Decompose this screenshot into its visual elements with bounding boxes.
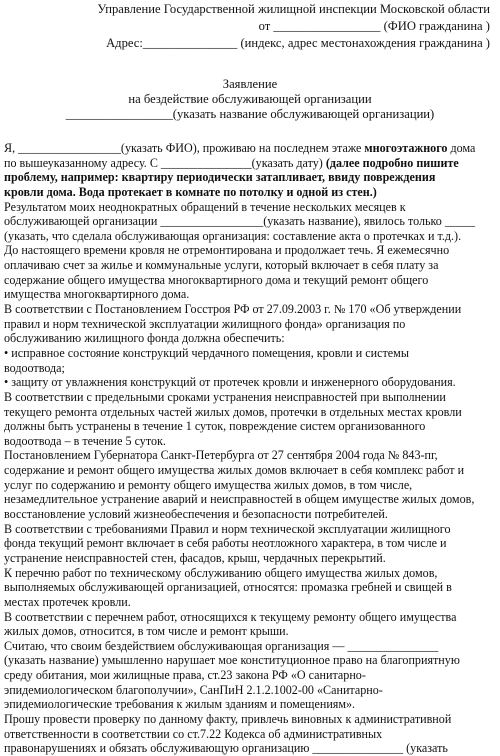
body-text: водоотвода; [4, 360, 65, 375]
body-text: содержание и ремонт общего имущества жилых домов включает в себя комплекс работ и [4, 463, 465, 478]
body-text: дома [447, 141, 476, 155]
body-bold-text: многоэтажного [364, 141, 448, 155]
body-text: имущества многоквартирного дома. [4, 287, 190, 302]
body-line [4, 302, 492, 317]
body-line [4, 712, 492, 727]
body-text: восстановление условий жизнеобеспечения и безопасности потребителей. [4, 507, 388, 522]
body-text: должны быть устранены в течение 1 суток, повреждение систем организованного [4, 419, 426, 434]
recipient-line: Управление Государственной жилищной инспекции Московской области [97, 2, 490, 16]
body-line [4, 478, 492, 493]
body-line [4, 507, 492, 522]
body-text: В соответствии с требованиями Правил и норм технической эксплуатации жилищного [4, 521, 451, 536]
body-line [4, 434, 492, 449]
body-line [4, 273, 492, 288]
organization-placeholder: _________________(указать название обслуживающей организации) [65, 107, 435, 121]
body-line [4, 141, 492, 156]
sender-name-line: от _________________ (ФИО гражданина ) [258, 19, 490, 33]
body-text: обслуживающей организации _________________(указать название), явилось только _____ [4, 214, 476, 229]
body-text: До настоящего времени кровля не отремонтирована и продолжает течь. Я ежемесячно [4, 243, 450, 258]
document-title: Заявление [222, 77, 278, 91]
body-text: Прошу провести проверку по данному факту, привлечь виновных к административной [4, 711, 452, 726]
body-text: местах протечек кровли. [4, 594, 131, 609]
body-text: среду обитания, мои жилищные права, ст.23 закона РФ «О санитарно- [4, 668, 366, 683]
body-text: жилых домов, относится, в том числе и ремонт крыши. [4, 624, 289, 639]
body-text: по вышеуказанному адресу. С _______________(указать дату) [4, 155, 326, 170]
document-subtitle: на бездействие обслуживающей организации [128, 92, 372, 106]
body-line [4, 492, 492, 507]
body-line [4, 551, 492, 566]
body-line [4, 697, 492, 712]
body-text: Результатом моих неоднократных обращений в течение нескольких месяцев к [4, 199, 406, 214]
body-line [4, 448, 492, 463]
body-text: устранение неисправностей стен, фасадов, крыш, чердачных перекрытий. [4, 550, 386, 565]
body-text: К перечню работ по техническому обслуживанию общего имущества жилых домов, [4, 565, 438, 580]
body-line [4, 243, 492, 258]
body-line [4, 375, 492, 390]
body-line [4, 185, 492, 200]
body-line [4, 419, 492, 434]
body-text: фонда текущий ремонт включает в себя работы неотложного характера, в том числе и [4, 536, 447, 551]
body-line [4, 200, 492, 215]
body-line [4, 214, 492, 229]
body-text: • исправное состояние конструкций чердачного помещения, кровли и системы [4, 345, 409, 360]
body-line [4, 580, 492, 595]
body-line [4, 317, 492, 332]
body-bold-text: кровли дома. Вода протекает в комнате по потолку и одной из стен.) [4, 184, 377, 199]
body-line [4, 668, 492, 683]
body-line [4, 156, 492, 171]
body-text: водоотвода – в течение 5 суток. [4, 433, 166, 448]
body-text: содержание общего имущества многоквартирного дома и текущий ремонт общего [4, 272, 429, 287]
body-line [4, 361, 492, 376]
body-line [4, 463, 492, 478]
body-line [4, 170, 492, 185]
body-text: правонарушениях и обязать обслуживающую организацию _______________ (указать [4, 741, 448, 756]
body-line [4, 639, 492, 654]
body-line [4, 727, 492, 742]
body-text: ответственности в соответствии со ст.7.22 Кодекса об административных [4, 726, 383, 741]
body-line [4, 522, 492, 537]
body-text: незамедлительное устранение аварий и неисправностей в общем имуществе жилых домов, [4, 492, 475, 507]
body-line [4, 610, 492, 625]
body-line [4, 653, 492, 668]
body-bold-text: (далее подробно пишите [325, 155, 459, 170]
document-body [4, 141, 492, 756]
body-text: Постановлением Губернатора Санкт-Петербурга от 27 сентября 2004 года № 843-пг, [4, 448, 438, 463]
body-line [4, 624, 492, 639]
body-line [4, 536, 492, 551]
body-text: Считаю, что своим бездействием обслуживающая организация — _______________ [4, 638, 439, 653]
body-line [4, 331, 492, 346]
body-line [4, 683, 492, 698]
body-line [4, 346, 492, 361]
body-text: эпидемиологические требования к жилым зданиям и помещениям». [4, 697, 356, 712]
body-text: (указать название) умышленно нарушает мое конституционное право на благоприятную [4, 653, 460, 668]
body-line [4, 287, 492, 302]
body-text: В соответствии с предельными сроками устранения неисправностей при выполнении [4, 389, 446, 404]
sender-address-line: Адрес:_______________ (индекс, адрес местонахождения гражданина ) [106, 36, 490, 50]
body-text: правил и норм технической эксплуатации жилищного фонда» организация по [4, 316, 406, 331]
body-line [4, 741, 492, 756]
body-line [4, 229, 492, 244]
body-bold-text: проблему, например: квартиру периодически затапливает, ввиду повреждения [4, 170, 436, 185]
body-text: выполняемых обслуживающей организацией, относятся: промазка гребней и свищей в [4, 580, 452, 595]
body-text: обслуживанию жилищного фонда должна обеспечить: [4, 331, 285, 346]
body-text: Я, _________________(указать ФИО), проживаю на последнем этаже [4, 141, 365, 155]
body-text: В соответствии с Постановлением Госстроя РФ от 27.09.2003 г. № 170 «Об утверждении [4, 302, 462, 317]
body-line [4, 258, 492, 273]
body-text: В соответствии с перечнем работ, относящихся к текущему ремонту общего имущества [4, 609, 457, 624]
body-text: (указать, что сделала обслуживающая организация: составление акта о протечках и т.д.). [4, 228, 462, 243]
body-text: оплачиваю счет за жилье и коммунальные услуги, который включает в себя плату за [4, 258, 439, 273]
body-line [4, 566, 492, 581]
body-line [4, 390, 492, 405]
body-text: текущего ремонта отдельных частей жилых домов, протечки в отдельных местах кровли [4, 404, 462, 419]
body-line [4, 405, 492, 420]
body-text: услуг по содержанию и ремонту общего имущества жилых домов, в том числе, [4, 477, 413, 492]
body-text: • защиту от увлажнения конструкций от протечек кровли и инженерного оборудования. [4, 375, 456, 390]
body-line [4, 595, 492, 610]
body-text: эпидемиологическом благополучии», СанПиН 2.1.2.1002-00 «Санитарно- [4, 682, 383, 697]
